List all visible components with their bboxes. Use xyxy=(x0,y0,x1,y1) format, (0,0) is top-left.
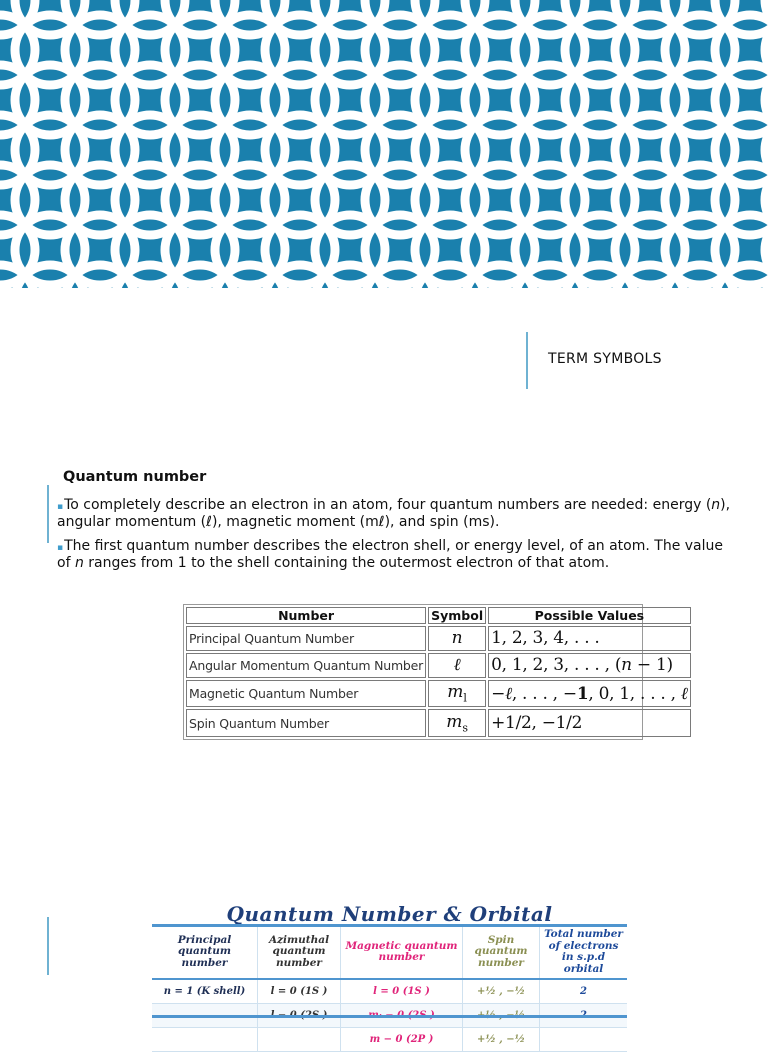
orbital-figure-title: Quantum Number & Orbital xyxy=(226,902,553,926)
table-rule xyxy=(152,1015,627,1018)
column-header: Spin quantum number xyxy=(463,926,540,980)
title-accent-line xyxy=(526,332,528,389)
column-header: Magnetic quantum number xyxy=(341,926,463,980)
spin-cell: +½ , −½ xyxy=(463,1028,540,1052)
principal-cell xyxy=(152,1028,258,1052)
magnetic-cell: l = 0 (1S ) xyxy=(341,979,463,1004)
table-header-row xyxy=(152,926,627,980)
bullet-point xyxy=(57,497,737,530)
column-header: Principal quantum number xyxy=(152,926,258,980)
quantum-number-symbol: $m_s$ xyxy=(428,709,486,737)
quantum-number-name: Principal Quantum Number xyxy=(186,626,426,651)
possible-values: 0, 1, 2, 3, . . . , (n − 1) xyxy=(488,653,691,678)
quantum-number-name: Spin Quantum Number xyxy=(186,709,426,737)
bullet-text: To completely describe an electron in an atom, four quantum numbers are needed: energy (n), angular momentum (ℓ), magnetic moment (mℓ), and spin (ms). xyxy=(57,497,731,530)
table-header-row xyxy=(186,607,691,624)
bullets-accent-line xyxy=(47,485,49,543)
possible-values: +1/2, −1/2 xyxy=(488,709,691,737)
decorative-banner xyxy=(0,0,768,288)
column-header: Total number of electrons in s.p.d orbital xyxy=(540,926,628,980)
slide-title: TERM SYMBOLS xyxy=(548,351,662,367)
quantum-number-symbol: $m_l$ xyxy=(428,680,486,708)
bullet-point xyxy=(57,538,737,571)
column-header: Possible Values xyxy=(488,607,691,624)
column-header: Number xyxy=(186,607,426,624)
bullet-text: The first quantum number describes the electron shell, or energy level, of an atom. The value of n ranges from 1 to the shell containing the outermost electron of that atom. xyxy=(57,538,724,571)
column-header: Symbol xyxy=(428,607,486,624)
total-cell xyxy=(540,1028,628,1052)
principal-cell: n = 1 (K shell) xyxy=(152,979,258,1004)
table-row xyxy=(186,709,691,737)
table-row xyxy=(186,680,691,708)
column-header: Azimuthal quantum number xyxy=(258,926,341,980)
quantum-number-symbol: ℓ xyxy=(428,653,486,678)
section-heading: Quantum number xyxy=(63,469,207,485)
table-row xyxy=(186,626,691,651)
magnetic-cell: m − 0 (2P ) xyxy=(341,1028,463,1052)
orbital-figure xyxy=(152,898,627,1045)
quantum-number-symbol: n xyxy=(428,626,486,651)
circle-lattice-pattern xyxy=(0,0,768,288)
table-row xyxy=(152,1028,627,1052)
possible-values: −ℓ, . . . , −1, 0, 1, . . . , ℓ xyxy=(488,680,691,708)
azimuthal-cell xyxy=(258,1028,341,1052)
bullet-square-icon: ▪ xyxy=(57,502,64,512)
quantum-number-name: Magnetic Quantum Number xyxy=(186,680,426,708)
orbital-table xyxy=(152,924,627,1052)
quantum-number-name: Angular Momentum Quantum Number xyxy=(186,653,426,678)
table-row xyxy=(186,653,691,678)
possible-values: 1, 2, 3, 4, . . . xyxy=(488,626,691,651)
quantum-numbers-table xyxy=(183,604,688,740)
azimuthal-cell: l = 0 (1S ) xyxy=(258,979,341,1004)
total-cell: 2 xyxy=(540,979,628,1004)
pattern-ring xyxy=(715,265,768,335)
spin-cell: +½ , −½ xyxy=(463,979,540,1004)
orbital-accent-line xyxy=(47,917,49,975)
table-row xyxy=(152,979,627,1004)
bullet-square-icon: ▪ xyxy=(57,543,64,553)
